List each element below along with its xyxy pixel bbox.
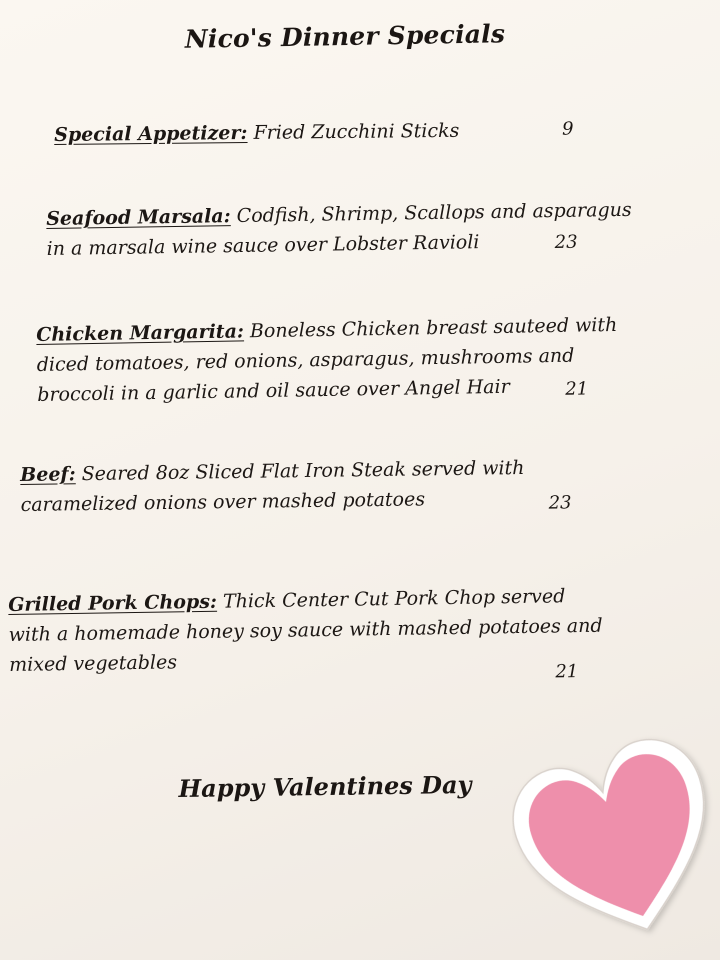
menu-item-description: Fried Zucchini Sticks: [247, 119, 460, 144]
menu-item-description: diced tomatoes, red onions, asparagus, mushrooms and: [36, 344, 575, 376]
menu-item-price: 23: [554, 231, 578, 254]
menu-item-description: Codfish, Shrimp, Scallops and asparagus: [230, 198, 632, 228]
menu-item-special-appetizer: [54, 116, 574, 150]
menu-item-description: with a homemade honey soy sauce with mashed potatoes and: [8, 614, 603, 646]
closing-message: Happy Valentines Day: [178, 769, 472, 804]
menu-item-line: [54, 116, 459, 150]
heart-icon: [512, 728, 720, 950]
menu-item-beef: [20, 453, 572, 520]
menu-item-label: Beef:: [20, 463, 76, 486]
menu-item-price: 23: [548, 492, 572, 514]
menu-item-grilled-pork-chops: [8, 581, 603, 683]
menu-item-description: Seared 8oz Sliced Flat Iron Steak served with: [75, 456, 525, 486]
menu-item-description: Thick Center Cut Pork Chop served: [216, 585, 566, 613]
menu-item-price: 21: [565, 378, 589, 400]
menu-item-label: Chicken Margarita:: [36, 320, 245, 346]
menu-item-chicken-margarita: [36, 310, 619, 410]
menu-item-label: Seafood Marsala:: [46, 205, 231, 230]
menu-item-seafood-marsala: [46, 195, 632, 264]
menu-item-label: Grilled Pork Chops:: [8, 590, 218, 616]
menu-item-price: 9: [562, 118, 574, 140]
menu-item-description: broccoli in a garlic and oil sauce over Angel Hair: [37, 375, 510, 406]
menu-title: Nico's Dinner Specials: [184, 19, 506, 54]
menu-item-description: in a marsala wine sauce over Lobster Ravioli: [46, 231, 480, 260]
menu-item-description: caramelized onions over mashed potatoes: [20, 488, 426, 516]
menu-item-price: 21: [555, 661, 579, 683]
menu-item-description: mixed vegetables: [9, 651, 178, 676]
menu-item-label: Special Appetizer:: [54, 121, 248, 146]
menu-item-description: Boneless Chicken breast sauteed with: [243, 313, 618, 343]
